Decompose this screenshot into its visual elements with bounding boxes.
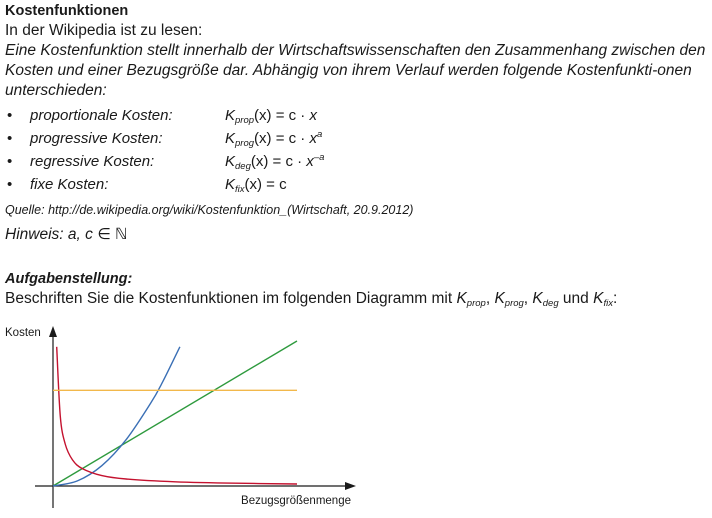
- bullet: •: [7, 176, 13, 193]
- item-name: fixe Kosten:: [30, 176, 109, 193]
- document-page: [5, 2, 709, 314]
- x-axis-arrow: [345, 482, 356, 490]
- list-item: [5, 106, 709, 129]
- list-item: [5, 175, 709, 198]
- item-formula: $K_{prog}(x) = c \cdot x^a$: [225, 129, 323, 149]
- heading: Kostenfunktionen: [5, 3, 129, 19]
- intro-text: In der Wikipedia ist zu lesen:: [5, 22, 203, 39]
- list-item: [5, 152, 709, 175]
- task-text: Beschriften Sie die Kostenfunktionen im folgenden Diagramm mit $K_{prop}$, $K_{prog}$, $K_{deg}$ und $K_{fix}$:: [5, 290, 618, 309]
- bullet: •: [7, 130, 13, 147]
- cost-chart: [0, 318, 360, 518]
- series-line-proportional: [53, 341, 297, 486]
- item-name: progressive Kosten:: [30, 130, 163, 147]
- bullet: •: [7, 107, 13, 124]
- source-citation: Quelle: http://de.wikipedia.org/wiki/Kostenfunktion_(Wirtschaft, 20.9.2012): [5, 203, 414, 217]
- item-formula: $K_{fix}(x) = c$: [225, 176, 287, 195]
- series-line-progressive: [53, 347, 180, 486]
- item-name: proportionale Kosten:: [30, 107, 173, 124]
- y-axis-label: Kosten: [5, 327, 41, 339]
- series-line-regressive: [57, 347, 297, 484]
- list-item: [5, 129, 709, 152]
- y-axis-arrow: [49, 326, 57, 337]
- series-layer: [53, 341, 297, 486]
- item-name: regressive Kosten:: [30, 153, 155, 170]
- cost-function-list: [5, 106, 709, 198]
- definition-quote: Eine Kostenfunktion stellt innerhalb der Wirtschaftswissenschaften den Zusammenhang zwischen den Kosten und einer Bezugsgröße dar. Abhängig von ihrem Verlauf werden folgende Kostenfunkti-onen unterschieden:: [5, 42, 706, 99]
- bullet: •: [7, 153, 13, 170]
- item-formula: $K_{prop}(x) = c \cdot x$: [225, 107, 317, 126]
- hint: Hinweis: a, c ∈ ℕ: [5, 226, 128, 243]
- task-heading: Aufgabenstellung:: [5, 271, 133, 287]
- item-formula: $K_{deg}(x) = c \cdot x^{-a}$: [225, 152, 325, 172]
- x-axis-label: Bezugsgrößenmenge: [241, 495, 351, 507]
